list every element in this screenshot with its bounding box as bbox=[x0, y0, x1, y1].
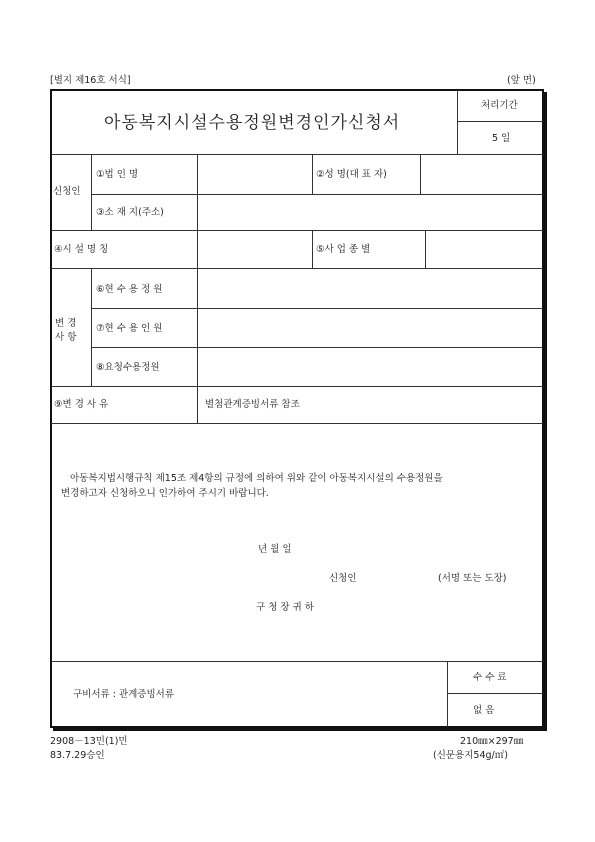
date-line: 년 월 일 bbox=[258, 544, 292, 555]
business-type-label: ⑤사 업 종 별 bbox=[316, 244, 371, 255]
requested-capacity-label: ⑧요청수용정원 bbox=[96, 362, 160, 373]
business-type-field[interactable] bbox=[427, 232, 542, 266]
frame-shadow-bottom bbox=[53, 728, 547, 731]
row-line-request bbox=[51, 386, 543, 387]
requested-capacity-field[interactable] bbox=[199, 349, 542, 384]
fee-left-line bbox=[447, 661, 448, 727]
form-code: 2908－13민(1)민 bbox=[50, 736, 128, 747]
fee-label: 수 수 료 bbox=[473, 672, 507, 683]
label-value-line bbox=[197, 154, 198, 423]
signature-note: (서명 또는 도장) bbox=[438, 573, 507, 584]
row-line-statement bbox=[51, 661, 543, 662]
processing-divider bbox=[457, 121, 543, 122]
row-line-applicant bbox=[91, 194, 543, 195]
frame-shadow-right bbox=[544, 92, 547, 731]
statement-line-1: 아동복지법시행규칙 제15조 제4항의 규정에 의하여 위와 같이 아동복지시설의 수용정원을 bbox=[70, 473, 443, 484]
rep-label-left-line bbox=[312, 154, 313, 194]
applicant-group-label: 신청인 bbox=[53, 186, 81, 197]
fee-divider bbox=[447, 693, 543, 694]
reason-label: ⑨변 경 사 유 bbox=[54, 399, 109, 410]
current-capacity-label: ⑥현 수 용 정 원 bbox=[96, 284, 163, 295]
address-field[interactable] bbox=[199, 196, 542, 228]
paper-type: (신문용지54g/㎡) bbox=[433, 750, 508, 761]
address-label: ③소 재 지(주소) bbox=[96, 207, 164, 218]
approval-date: 83.7.29승인 bbox=[50, 750, 105, 761]
applicant-sign-label: 신청인 bbox=[329, 573, 357, 584]
corp-name-field[interactable] bbox=[199, 156, 310, 192]
row-line-capacity bbox=[91, 308, 543, 309]
row-line-title bbox=[51, 154, 543, 155]
current-persons-label: ⑦현 수 용 인 원 bbox=[96, 323, 163, 334]
statement-line-2: 변경하고자 신청하오니 인가하여 주시기 바랍니다. bbox=[61, 488, 269, 499]
current-persons-field[interactable] bbox=[199, 310, 542, 345]
applicant-group-line bbox=[91, 154, 92, 230]
business-label-right-line bbox=[425, 230, 426, 268]
row-line-address bbox=[51, 230, 543, 231]
processing-period-label: 처리기간 bbox=[481, 100, 518, 111]
current-capacity-field[interactable] bbox=[199, 270, 542, 306]
processing-left-line bbox=[457, 90, 458, 154]
rep-label-right-line bbox=[420, 154, 421, 194]
page-side-label: (앞 면) bbox=[507, 75, 536, 86]
required-documents: 구비서류 : 관계증빙서류 bbox=[73, 689, 175, 700]
change-group-label-line1: 변 경 bbox=[55, 318, 77, 329]
corp-name-label: ①법 인 명 bbox=[96, 169, 139, 180]
applicant-sign-field[interactable] bbox=[368, 570, 434, 586]
processing-period-value: 5 일 bbox=[492, 133, 511, 144]
change-group-label-line2: 사 항 bbox=[55, 332, 77, 343]
facility-name-label: ④시 설 명 칭 bbox=[54, 244, 109, 255]
form-number: [별지 제16호 서식] bbox=[50, 75, 131, 86]
change-group-line bbox=[91, 268, 92, 386]
facility-name-field[interactable] bbox=[199, 232, 310, 266]
reason-value: 별첨관계증빙서류 참조 bbox=[205, 399, 300, 410]
row-line-persons bbox=[91, 347, 543, 348]
row-line-facility bbox=[51, 268, 543, 269]
rep-name-field[interactable] bbox=[422, 156, 542, 192]
addressee: 구 청 장 귀 하 bbox=[256, 602, 314, 613]
form-title: 아동복지시설수용정원변경인가신청서 bbox=[104, 113, 401, 133]
paper-size: 210㎜×297㎜ bbox=[460, 736, 524, 747]
rep-name-label: ②성 명(대 표 자) bbox=[316, 169, 387, 180]
business-label-left-line bbox=[312, 230, 313, 268]
row-line-reason bbox=[51, 423, 543, 424]
fee-value: 없 음 bbox=[473, 705, 495, 716]
